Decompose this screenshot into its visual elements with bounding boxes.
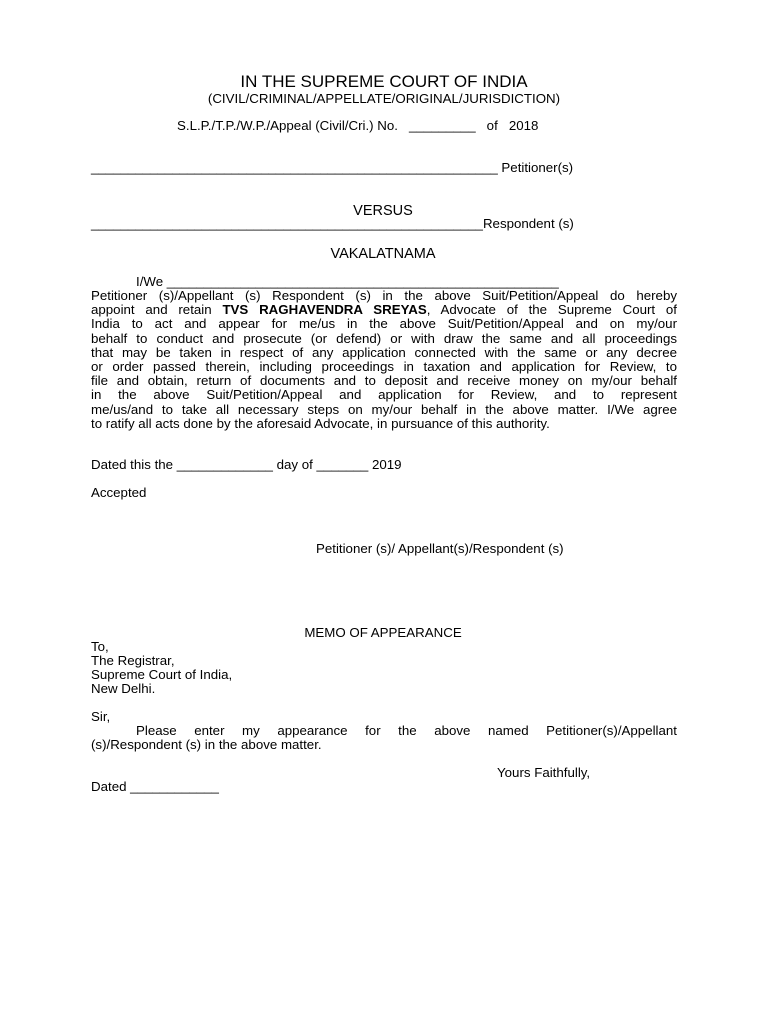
accepted-label: Accepted	[91, 485, 147, 500]
advocate-name: TVS RAGHAVENDRA SREYAS	[222, 302, 427, 318]
body-line: or order passed therein, including proceedings in taxation and application for Review, to	[91, 359, 677, 375]
closing: Yours Faithfully,	[497, 765, 591, 780]
signatory-label: Petitioner (s)/ Appellant(s)/Respondent (s)	[316, 541, 564, 556]
body-line-text: appoint and retain	[91, 302, 223, 318]
body-line: in the above Suit/Petition/Appeal and application for Review, and to represent	[91, 387, 677, 403]
body-line: me/us/and to take all necessary steps on my/our behalf in the above matter. I/We agree	[91, 401, 677, 417]
body-line: to ratify all acts done by the aforesaid Advocate, in pursuance of this authority.	[91, 415, 550, 431]
salutation: Sir,	[91, 709, 111, 724]
body-line: that may be taken in respect of any application connected with the same or any decree	[91, 344, 677, 360]
memo-heading: MEMO OF APPEARANCE	[304, 625, 462, 640]
court-title: IN THE SUPREME COURT OF INDIA	[240, 72, 528, 91]
body-line: Petitioner (s)/Appellant (s) Respondent (s) in the above Suit/Petition/Appeal do hereby	[91, 288, 677, 303]
address-line: To,	[91, 639, 109, 654]
body-line: India to act and appear for me/us in the above Suit/Petition/Appeal and on my/our	[91, 316, 677, 332]
jurisdiction-subtitle: (CIVIL/CRIMINAL/APPELLATE/ORIGINAL/JURISDICTION)	[207, 91, 561, 106]
case-number-line: S.L.P./T.P./W.P./Appeal (Civil/Cri.) No. _________ of 2018	[177, 118, 539, 133]
body-line: file and obtain, return of documents and to deposit and receive money on my/our behalf	[91, 373, 677, 389]
body-line: behalf to conduct and prosecute (or defend) or with draw the same and all proceedings	[91, 330, 677, 346]
body-line-text: , Advocate of the Supreme Court of	[426, 302, 677, 318]
memo-body-line: Please enter my appearance for the above named Petitioner(s)/Appellant	[136, 723, 677, 738]
vakalatnama-heading: VAKALATNAMA	[330, 246, 436, 262]
dated-this-line: Dated this the _____________ day of _______ 2019	[91, 457, 402, 472]
address-line: Supreme Court of India,	[91, 667, 233, 682]
iwe-line: I/We _____________________________________________________	[136, 274, 559, 289]
body-line	[91, 303, 677, 317]
versus-label: VERSUS	[353, 203, 413, 219]
petitioner-line: _______________________________________________________ Petitioner(s)	[91, 160, 574, 175]
vakalatnama-body	[91, 289, 677, 431]
memo-body	[91, 724, 677, 752]
address-line: The Registrar,	[91, 653, 175, 668]
memo-dated-line: Dated ____________	[91, 779, 219, 794]
respondent-line: _____________________________________________________Respondent (s)	[91, 216, 574, 231]
address-line: New Delhi.	[91, 681, 156, 696]
memo-body-line: (s)/Respondent (s) in the above matter.	[91, 737, 322, 753]
